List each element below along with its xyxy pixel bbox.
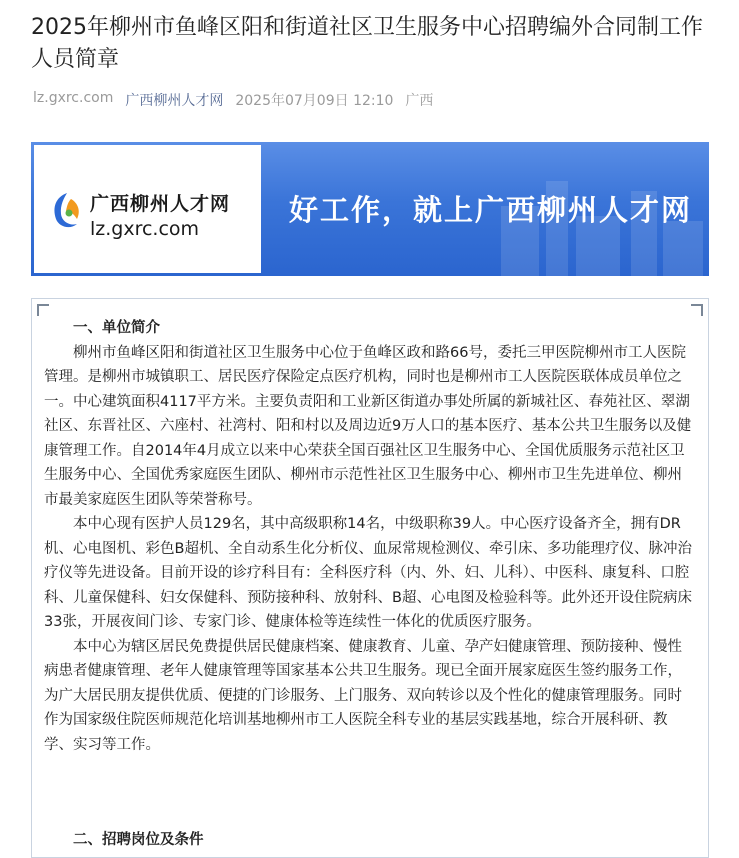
meta-source-link[interactable]: 广西柳州人才网 <box>125 93 224 109</box>
article-body <box>44 316 694 757</box>
paragraph-2: 本中心现有医护人员129名，其中高级职称14名，中级职称39人。中心医疗设备齐全，拥有DR机、心电图机、彩色B超机、全自动系生化分析仪、血尿常规检测仪、牵引床、多功能理疗仪、脉冲治疗仪等先进设备。目前开设的诊疗科目有：全科医疗科（内、外、妇、儿科）、中医科、康复科、口腔科、儿童保健科、妇女保健科、预防接种科、放射科、B超、心电图及检验科等。此外还开设住院病床33张，开展夜间门诊、专家门诊、健康体检等连续性一体化的优质医疗服务。 <box>44 516 692 630</box>
meta-domain: lz.gxrc.com <box>33 90 114 106</box>
frame-corner-top-right <box>691 304 703 316</box>
section-heading-positions: 二、招聘岗位及条件 <box>73 832 204 848</box>
article-meta <box>33 90 433 110</box>
section-heading-unit-intro: 一、单位简介 <box>73 320 160 336</box>
frame-corner-top-left <box>37 304 49 316</box>
logo-url: lz.gxrc.com <box>90 218 200 240</box>
meta-datetime: 2025年07月09日 12:10 <box>235 93 394 109</box>
logo-chinese-name: 广西柳州人才网 <box>90 193 231 215</box>
banner-logo-box <box>34 145 261 273</box>
meta-region: 广西 <box>405 93 434 109</box>
paragraph-1: 柳州市鱼峰区阳和街道社区卫生服务中心位于鱼峰区政和路66号，委托三甲医院柳州市工人医院管理。是柳州市城镇职工、居民医疗保险定点医疗机构，同时也是柳州市工人医院医联体成员单位之一。中心建筑面积4117平方米。主要负责阳和工业新区街道办事处所属的新城社区、春苑社区、翠湖社区、东晋社区、六座村、社湾村、阳和村以及周边近9万人口的基本医疗、基本公共卫生服务以及健康管理工作。自2014年4月成立以来中心荣获全国百强社区卫生服务中心、全国优质服务示范社区卫生服务中心、全国优秀家庭医生团队、柳州市示范性社区卫生服务中心、柳州市卫生先进单位、柳州市最美家庭医生团队等荣誉称号。 <box>44 344 692 508</box>
article-title: 2025年柳州市鱼峰区阳和街道社区卫生服务中心招聘编外合同制工作人员简章 <box>31 15 703 72</box>
paragraph-3: 本中心为辖区居民免费提供居民健康档案、健康教育、儿童、孕产妇健康管理、预防接种、慢性病患者健康管理、老年人健康管理等国家基本公共卫生服务。现已全面开展家庭医生签约服务工作，为广大居民朋友提供优质、便捷的门诊服务、上门服务、双向转诊以及个性化的健康管理服务。同时作为国家级住院医师规范化培训基地柳州市工人医院全科专业的基层实践基地，综合开展科研、教学、实习等工作。 <box>44 638 682 753</box>
gxrc-logo-icon <box>50 191 84 231</box>
banner-image <box>31 142 709 276</box>
banner-slogan: 好工作，就上广西柳州人才网 <box>289 193 693 227</box>
